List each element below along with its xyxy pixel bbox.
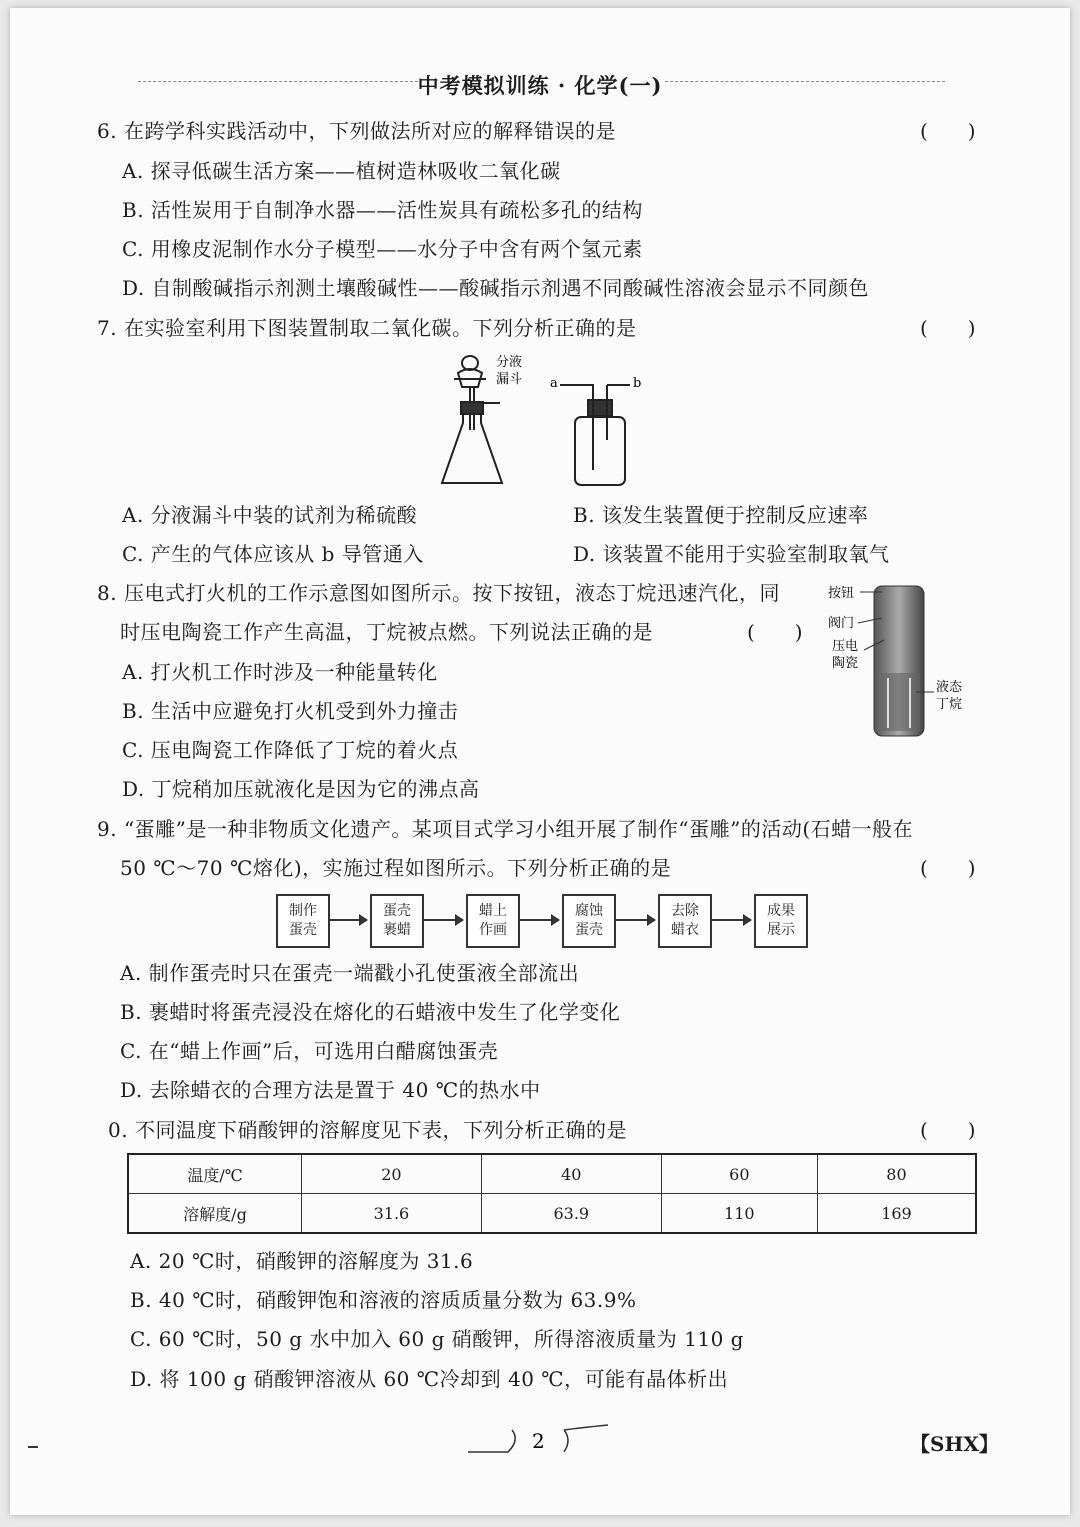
lighter-label-ceramic-1: 压电 <box>832 639 859 654</box>
question-10-option-a[interactable]: A. 20 ℃时，硝酸钾的溶解度为 31.6 <box>130 1249 474 1273</box>
question-8-option-a[interactable]: A. 打火机工作时涉及一种能量转化 <box>122 660 438 684</box>
question-8-answer-blank[interactable]: ( ) <box>747 620 803 644</box>
tube-b-label: b <box>633 376 642 391</box>
flow-arrow-4 <box>616 919 654 921</box>
question-8-option-c[interactable]: C. 压电陶瓷工作降低了丁烷的着火点 <box>122 738 459 762</box>
question-9-stem-line1: 9. “蛋雕”是一种非物质文化遗产。某项目式学习小组开展了制作“蛋雕”的活动(石蜡一般在 <box>97 817 914 841</box>
question-7-option-a[interactable]: A. 分液漏斗中装的试剂为稀硫酸 <box>122 503 418 527</box>
question-9-answer-blank[interactable]: ( ) <box>920 856 976 880</box>
funnel-label-line1: 分液 <box>496 355 523 370</box>
table-header-solubility: 溶解度/g <box>128 1194 302 1234</box>
flask-stopper <box>461 402 483 414</box>
flow-step-5-line1: 去除 <box>671 903 699 919</box>
page-number-frame <box>468 1420 618 1460</box>
question-9-option-d[interactable]: D. 去除蜡衣的合理方法是置于 40 ℃的热水中 <box>120 1078 541 1102</box>
flow-arrow-5 <box>712 919 750 921</box>
flow-step-2-line1: 蛋壳 <box>383 903 411 919</box>
table-row-temperature <box>128 1154 976 1194</box>
question-6-option-c[interactable]: C. 用橡皮泥制作水分子模型——水分子中含有两个氢元素 <box>122 237 643 261</box>
flow-step-6-line2: 展示 <box>767 922 795 938</box>
table-cell-temp-80: 80 <box>817 1154 976 1194</box>
question-9-option-a[interactable]: A. 制作蛋壳时只在蛋壳一端戳小孔使蛋液全部流出 <box>120 961 580 985</box>
question-7-option-b[interactable]: B. 该发生装置便于控制反应速率 <box>573 503 869 527</box>
question-6-option-d[interactable]: D. 自制酸碱指示剂测土壤酸碱性——酸碱指示剂遇不同酸碱性溶液会显示不同颜色 <box>122 276 870 300</box>
co2-apparatus-figure <box>430 345 650 490</box>
question-9-stem-line2: 50 ℃～70 ℃熔化)，实施过程如图所示。下列分析正确的是 <box>120 856 672 880</box>
bottle-stopper <box>588 400 612 416</box>
question-8-stem-line2: 时压电陶瓷工作产生高温，丁烷被点燃。下列说法正确的是 <box>120 620 653 644</box>
question-8-option-d[interactable]: D. 丁烷稍加压就液化是因为它的沸点高 <box>122 777 480 801</box>
table-cell-sol-60: 110 <box>661 1194 817 1234</box>
lighter-label-butane-1: 液态 <box>936 680 963 695</box>
flow-step-4-line2: 蛋壳 <box>575 922 603 938</box>
conical-flask <box>442 415 502 483</box>
flow-step-3-line2: 作画 <box>479 922 507 938</box>
question-6-answer-blank[interactable]: ( ) <box>920 119 976 143</box>
flow-step-2-line2: 裹蜡 <box>383 922 411 938</box>
question-9-option-c[interactable]: C. 在“蜡上作画”后，可选用白醋腐蚀蛋壳 <box>120 1039 499 1063</box>
table-cell-temp-60: 60 <box>661 1154 817 1194</box>
question-10-option-c[interactable]: C. 60 ℃时，50 g 水中加入 60 g 硝酸钾，所得溶液质量为 110 g <box>130 1327 744 1351</box>
margin-mark <box>28 1446 38 1448</box>
lighter-label-valve: 阀门 <box>828 616 855 631</box>
butane-tank <box>878 673 920 731</box>
lighter-label-button: 按钮 <box>828 586 855 601</box>
flow-step-2 <box>370 894 424 948</box>
table-header-temperature: 温度/℃ <box>128 1154 302 1194</box>
funnel-stopper-knob <box>462 356 478 370</box>
flow-step-4 <box>562 894 616 948</box>
question-7-option-d[interactable]: D. 该装置不能用于实验室制取氧气 <box>573 542 890 566</box>
question-10-answer-blank[interactable]: ( ) <box>920 1118 976 1142</box>
flow-arrow-1 <box>330 919 366 921</box>
flow-step-1 <box>276 894 330 948</box>
tube-a-label: a <box>550 376 558 391</box>
question-7-option-c[interactable]: C. 产生的气体应该从 b 导管通入 <box>122 542 424 566</box>
flow-step-6-line1: 成果 <box>767 903 795 919</box>
lighter-label-ceramic-2: 陶瓷 <box>832 656 859 671</box>
tube-a <box>560 385 593 470</box>
page-title: 中考模拟训练 · 化学(一) <box>417 73 663 98</box>
question-7-stem: 7. 在实验室利用下图装置制取二氧化碳。下列分析正确的是 <box>97 316 637 340</box>
flow-step-1-line2: 蛋壳 <box>289 922 317 938</box>
flow-arrow-3 <box>520 919 558 921</box>
lighter-figure <box>826 578 976 740</box>
question-10-option-d[interactable]: D. 将 100 g 硝酸钾溶液从 60 ℃冷却到 40 ℃，可能有晶体析出 <box>130 1367 729 1391</box>
flow-step-5 <box>658 894 712 948</box>
table-cell-sol-80: 169 <box>817 1194 976 1234</box>
flow-step-1-line1: 制作 <box>289 903 317 919</box>
flow-step-3-line1: 蜡上 <box>479 903 507 919</box>
flow-arrow-2 <box>424 919 462 921</box>
table-cell-temp-40: 40 <box>481 1154 661 1194</box>
question-8-stem-line1: 8. 压电式打火机的工作示意图如图所示。按下按钮，液态丁烷迅速汽化，同 <box>97 581 780 605</box>
flow-step-4-line1: 腐蚀 <box>575 903 603 919</box>
question-10-option-b[interactable]: B. 40 ℃时，硝酸钾饱和溶液的溶质质量分数为 63.9% <box>130 1288 637 1312</box>
table-cell-sol-40: 63.9 <box>481 1194 661 1234</box>
question-10-stem: 0. 不同温度下硝酸钾的溶解度见下表，下列分析正确的是 <box>108 1118 627 1142</box>
question-8-option-b[interactable]: B. 生活中应避免打火机受到外力撞击 <box>122 699 459 723</box>
table-cell-temp-20: 20 <box>302 1154 482 1194</box>
exam-code: 【SHX】 <box>910 1432 999 1456</box>
question-6-stem: 6. 在跨学科实践活动中，下列做法所对应的解释错误的是 <box>97 119 616 143</box>
lighter-label-butane-2: 丁烷 <box>936 697 963 712</box>
question-7-answer-blank[interactable]: ( ) <box>920 316 976 340</box>
question-9-option-b[interactable]: B. 裹蜡时将蛋壳浸没在熔化的石蜡液中发生了化学变化 <box>120 1000 621 1024</box>
question-6-option-b[interactable]: B. 活性炭用于自制净水器——活性炭具有疏松多孔的结构 <box>122 198 643 222</box>
flow-step-3 <box>466 894 520 948</box>
page-number: 2 <box>532 1429 545 1453</box>
table-cell-sol-20: 31.6 <box>302 1194 482 1234</box>
flow-step-5-line2: 蜡衣 <box>671 922 699 938</box>
funnel-label-line2: 漏斗 <box>496 372 523 387</box>
flow-step-6 <box>754 894 808 948</box>
table-row-solubility <box>128 1194 976 1234</box>
solubility-table <box>127 1153 977 1234</box>
collection-bottle <box>575 417 625 485</box>
question-6-option-a[interactable]: A. 探寻低碳生活方案——植树造林吸收二氧化碳 <box>122 159 561 183</box>
